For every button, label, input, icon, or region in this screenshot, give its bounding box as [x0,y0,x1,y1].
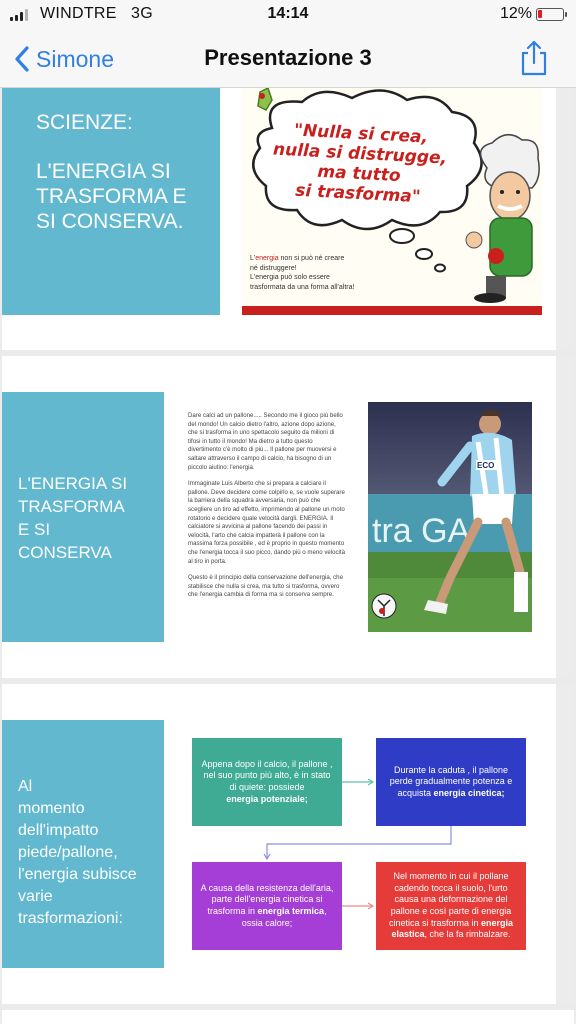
football-player-photo [368,402,532,632]
body-paragraph: Immaginate Luis Alberto che si prepara a calciare il pallone. Deve decidere come colpirlo e, se vuole superare la barriera della squadra avversaria, non può che scegliere un tiro ad effetto, imprimendo al pallone un moto rotatorio e decidere quale velocità dargli. ENERGIA. Il calciatore si avvicina al pallone facendo dei passi in velocità, l'arto che calcia impatterà il pallone con la massima forza possibile , ed è proprio in questo momento che l'energia tocca il suo picco, dando più o meno velocità al tiro in porta. [188,480,345,565]
quote-line: nulla si distrugge, [272,139,448,169]
slide-1-heading [36,110,187,234]
slide-2-side-margin [556,356,574,678]
caption-text: L' [250,255,256,262]
slide-3-heading [18,776,162,930]
battery-percentage: 12% [499,5,532,22]
back-button-label: Simone [36,45,114,72]
slide-1-margin [2,315,574,350]
caption-highlight: energia [255,255,279,262]
slide-3-heading-line: Al [18,778,33,795]
slide-1-side-margin [556,88,574,350]
box-text: Nel momento in cui il pollane cadendo tocca il suolo, l'urto causa una deformazione del pallone e così parte di energia cinetica si trasforma in [388,871,512,928]
status-time: 14:14 [267,5,309,22]
slide-2-heading-line: E SI [18,520,51,539]
slide-1-heading-line: L'ENERGIA SI [36,160,171,183]
slide-2-body-text [188,412,346,608]
caption-text: trasformata da una forma all'altra! [250,283,355,291]
slide-2-heading [18,472,158,564]
slide-thumbnail-2[interactable] [2,356,574,678]
battery-icon [536,8,564,21]
body-paragraph: Questo è il principio della conservazione dell'energia, che stabilisce che nulla si crea, ma tutto si trasforma, ovvero che l'energia cambia di forma ma si conserva sempre. [188,574,343,599]
slide-1-heading-line: TRASFORMA E [36,185,187,208]
slide-2-heading-line: L'ENERGIA SI [18,474,128,493]
slide-2-title-panel [2,392,164,642]
slide-3-heading-line: dell'impatto [18,822,99,839]
caption-text: L'energia può solo essere [250,274,330,281]
slide-2-heading-line: TRASFORMA [18,497,125,516]
slide-1-heading-line: SI CONSERVA. [36,210,184,233]
caption-text: non si può né creare [278,255,345,262]
status-bar [0,0,576,30]
back-button[interactable] [14,42,114,76]
energy-caption [250,254,400,292]
box-text: A causa della resistenza dell'aria, parte dell'energia cinetica si trasforma in [200,882,334,916]
quote-line: ma tutto [316,161,402,187]
svg-text:ECO: ECO [477,461,495,470]
stadium-banner-text: tra GA [372,512,471,550]
slide-3-heading-line: varie [18,888,53,905]
einstein-cartoon-image [242,88,542,315]
network-type: 3G [131,5,153,22]
quote-line: "Nulla si crea, [293,120,429,148]
football-player-illustration [368,402,532,632]
slide-3-heading-line: piede/pallone, [18,844,118,861]
potential-energy-box [192,738,342,826]
slide-thumbnail-3[interactable] [2,684,574,1004]
slide-thumbnail-1[interactable] [2,88,574,350]
red-bottom-bar [242,306,542,315]
slide-1-heading-line: SCIENZE: [36,111,133,134]
conservation-quote [250,118,469,209]
slide-2-heading-line: CONSERVA [18,543,112,562]
box-text: Durante la caduta , il pallone perde gradualmente potenza e acquista [389,764,513,798]
box-text: Appena dopo il calcio, il pallone , nel suo punto più alto, è in stato di quiete: possiede [201,758,333,792]
slide-3-side-margin [556,684,574,1004]
box-highlight: energia cinetica; [433,787,505,798]
slide-3-title-panel [2,720,164,968]
page-title: Presentazione 3 [204,45,372,70]
slide-1-title-panel [2,88,220,315]
box-highlight: energia elastica [391,917,514,940]
caption-text: né distruggere! [250,264,297,272]
slide-3-heading-line: trasformazioni: [18,910,123,927]
slide-3-heading-line: l'energia subisce [18,866,137,883]
slide-3-heading-line: momento [18,800,85,817]
chevron-left-icon [14,45,30,73]
kinetic-energy-box [376,738,526,826]
thermal-energy-box [192,862,342,950]
slide-thumbnail-4[interactable] [2,1010,574,1024]
carrier-name: WINDTRE [40,5,117,22]
box-text: , ossia calore; [241,906,327,928]
share-icon[interactable] [518,39,550,77]
elastic-energy-box [376,862,526,950]
quote-line: si trasforma" [294,180,422,208]
box-highlight: energia potenziale; [226,793,308,804]
body-paragraph: Dare calci ad un pallone..... Secondo me il gioco più bello del mondo! Un calcio dietro l'altro, azione dopo azione, che si trasforma in uno spettacolo seguito da milioni di tifosi in tutto il mondo! Ma dietro a tutto questo divertimento c'è molto di più... Il pallone per muoversi e saltare attraverso il campo di calcio, ha bisogno di un piccolo aiutino: l'energia. [188,412,343,471]
box-text: , che la fa rimbalzare. [424,929,511,940]
box-highlight: energia termica [257,906,325,916]
navigation-bar [0,30,576,88]
